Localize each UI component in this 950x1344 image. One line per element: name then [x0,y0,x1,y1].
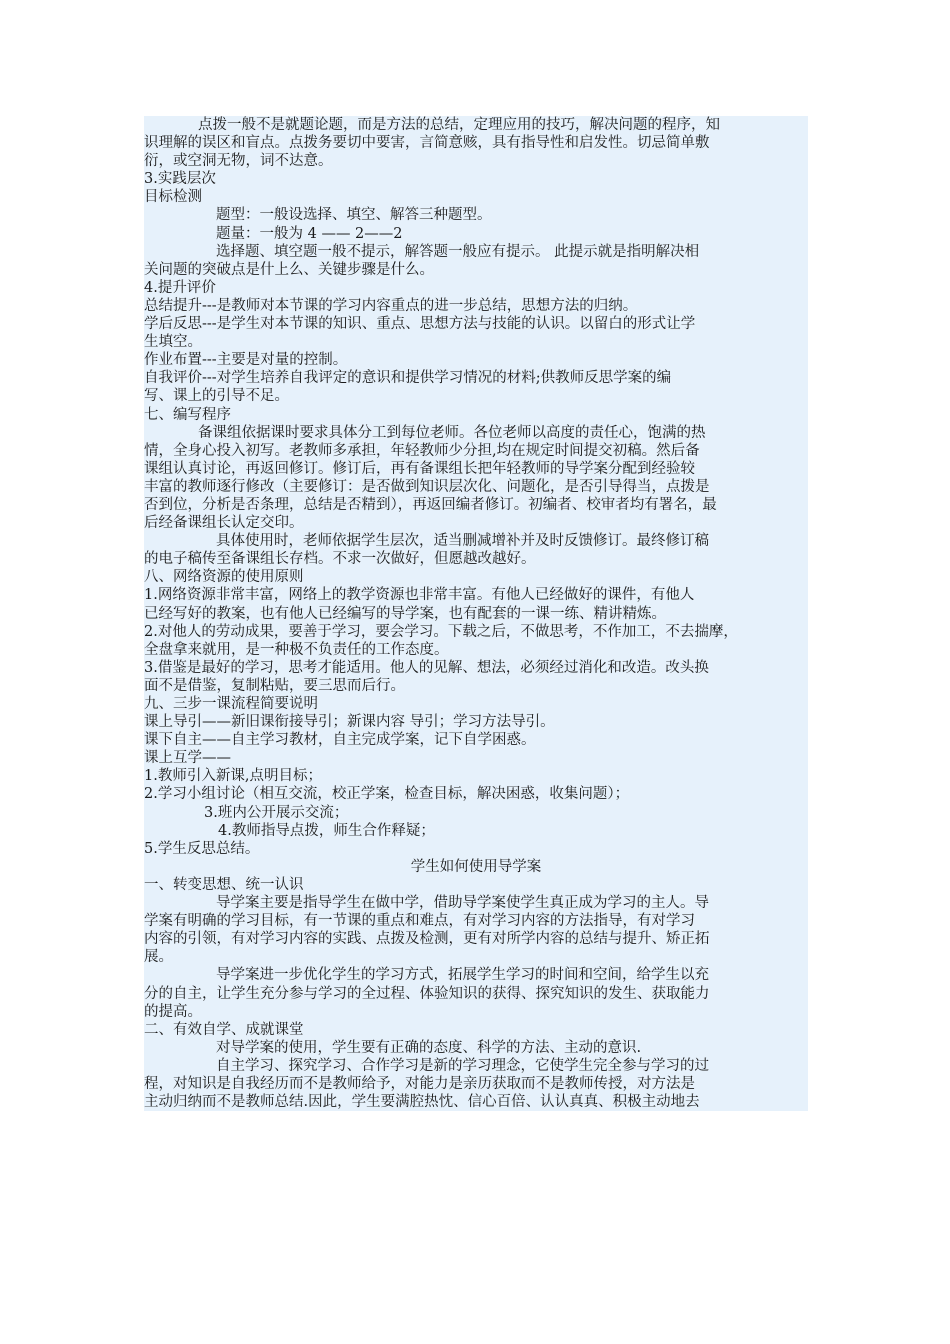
text-line: 分的自主，让学生充分参与学习的全过程、体验知识的获得、探究知识的发生、获取能力 [144,985,710,1002]
text-line: 情，全身心投入初写。老教师多承担，年轻教师少分担,均在规定时间提交初稿。然后备 [144,442,700,459]
text-line: 对导学案的使用，学生要有正确的态度、科学的方法、主动的意识. [216,1039,642,1056]
text-line: 具体使用时，老师依据学生层次，适当删减增补并及时反馈修订。最终修订稿 [216,533,709,550]
text-line: 3.借鉴是最好的学习，思考才能适用。他人的见解、想法，必须经过消化和改造。改头换 [144,659,709,676]
text-line: 关问题的突破点是什上么、关键步骤是什么。 [144,261,434,278]
text-line: 点拨一般不是就题论题，而是方法的总结，定理应用的技巧，解决问题的程序，知 [198,117,720,133]
text-line: 丰富的教师逐行修改（主要修订：是否做到知识层次化、问题化，是否引导得当，点拨是 [144,478,710,495]
text-line: 否到位，分析是否条理，总结是否精到），再返回编者修订。初编者、校审者均有署名，最 [144,496,717,513]
text-line: 作业布置---主要是对量的控制。 [144,352,348,369]
text-line: 的提高。 [144,1003,202,1020]
text-line: 九、三步一课流程简要说明 [144,696,318,712]
text-line: 4.提升评价 [144,279,216,296]
text-line: 课上互学—— [144,750,231,767]
text-line: 自主学习、探究学习、合作学习是新的学习理念，它使学生完全参与学习的过 [216,1057,709,1074]
text-line: 课组认真讨论，再返回修订。修订后，再有备课组长把年轻教师的导学案分配到经验较 [144,460,695,477]
text-line: 全盘拿来就用，是一种极不负责任的工作态度。 [144,641,449,658]
section-title: 学生如何使用导学案 [410,858,542,875]
text-line: 展。 [144,949,173,966]
text-line: 2.对他人的劳动成果，要善于学习，要会学习。下载之后，不做思考，不作加工，不去揣摩， [144,623,738,640]
text-line: 5.学生反思总结。 [144,840,260,857]
text-line: 七、编写程序 [144,406,231,423]
text-line: 自我评价---对学生培养自我评定的意识和提供学习情况的材料;供教师反思学案的编 [144,370,672,387]
text-line: 4.教师指导点拨，师生合作释疑； [218,822,435,839]
text-line: 八、网络资源的使用原则 [144,569,304,586]
text-line: 写、课上的引导不足。 [144,388,289,405]
text-line: 学案有明确的学习目标，有一节课的重点和难点，有对学习内容的方法指导，有对学习 [144,913,695,930]
text-line: 一、转变思想、统一认识 [144,876,304,893]
text-line: 主动归纳而不是教师总结.因此，学生要满腔热忱、信心百倍、认认真真、积极主动地去 [144,1094,700,1111]
text-line: 总结提升---是教师对本节课的学习内容重点的进一步总结，思想方法的归纳。 [144,297,638,314]
document-page [144,116,808,1111]
text-line: 内容的引领，有对学习内容的实践、点拨及检测，更有对所学内容的总结与提升、矫正拓 [144,931,710,948]
text-line: 课上导引——新旧课衔接导引；新课内容 导引；学习方法导引。 [144,714,555,731]
text-line: 导学案主要是指导学生在做中学，借助导学案使学生真正成为学习的主人。导 [216,895,709,912]
text-line: 生填空。 [144,334,202,351]
text-line: 选择题、填空题一般不提示，解答题一般应有提示。 此提示就是指明解决相 [216,243,700,260]
text-line: 2.学习小组讨论（相互交流，校正学案，检查目标，解决困惑，收集问题）； [144,786,630,803]
text-line: 学后反思---是学生对本节课的知识、重点、思想方法与技能的认识。以留白的形式让学 [144,316,696,333]
text-line: 识理解的误区和盲点。点拨务要切中要害，言简意赅，具有指导性和启发性。切忌简单敷 [144,135,710,152]
text-line: 的电子稿传至备课组长存档。不求一次做好，但愿越改越好。 [144,551,536,568]
text-line: 面不是借鉴，复制粘贴，要三思而后行。 [144,677,405,694]
text-line: 目标检测 [144,189,202,206]
text-line: 3.实践层次 [144,171,216,188]
text-line: 衍，或空洞无物，词不达意。 [144,153,333,170]
text-line: 1.网络资源非常丰富，网络上的教学资源也非常丰富。有他人已经做好的课件，有他人 [144,587,695,604]
text-line: 程，对知识是自我经历而不是教师给予，对能力是亲历获取而不是教师传授，对方法是 [144,1075,695,1092]
text-line: 导学案进一步优化学生的学习方式，拓展学生学习的时间和空间，给学生以充 [216,967,709,984]
text-line: 课下自主——自主学习教材，自主完成学案，记下自学困惑。 [144,732,536,749]
text-line: 3.班内公开展示交流； [204,804,349,821]
text-line: 1.教师引入新课,点明目标； [144,768,322,785]
text-line: 二、有效自学、成就课堂 [144,1021,304,1038]
text-line: 备课组依据课时要求具体分工到每位老师。各位老师以高度的责任心，饱满的热 [198,424,706,441]
text-line: 题量：一般为 4 —— 2——2 [216,225,403,242]
text-line: 题型：一般设选择、填空、解答三种题型。 [216,207,492,224]
text-line: 后经备课组长认定交印。 [144,515,304,532]
text-line: 已经写好的教案，也有他人已经编写的导学案，也有配套的一课一练、精讲精炼。 [144,605,666,622]
